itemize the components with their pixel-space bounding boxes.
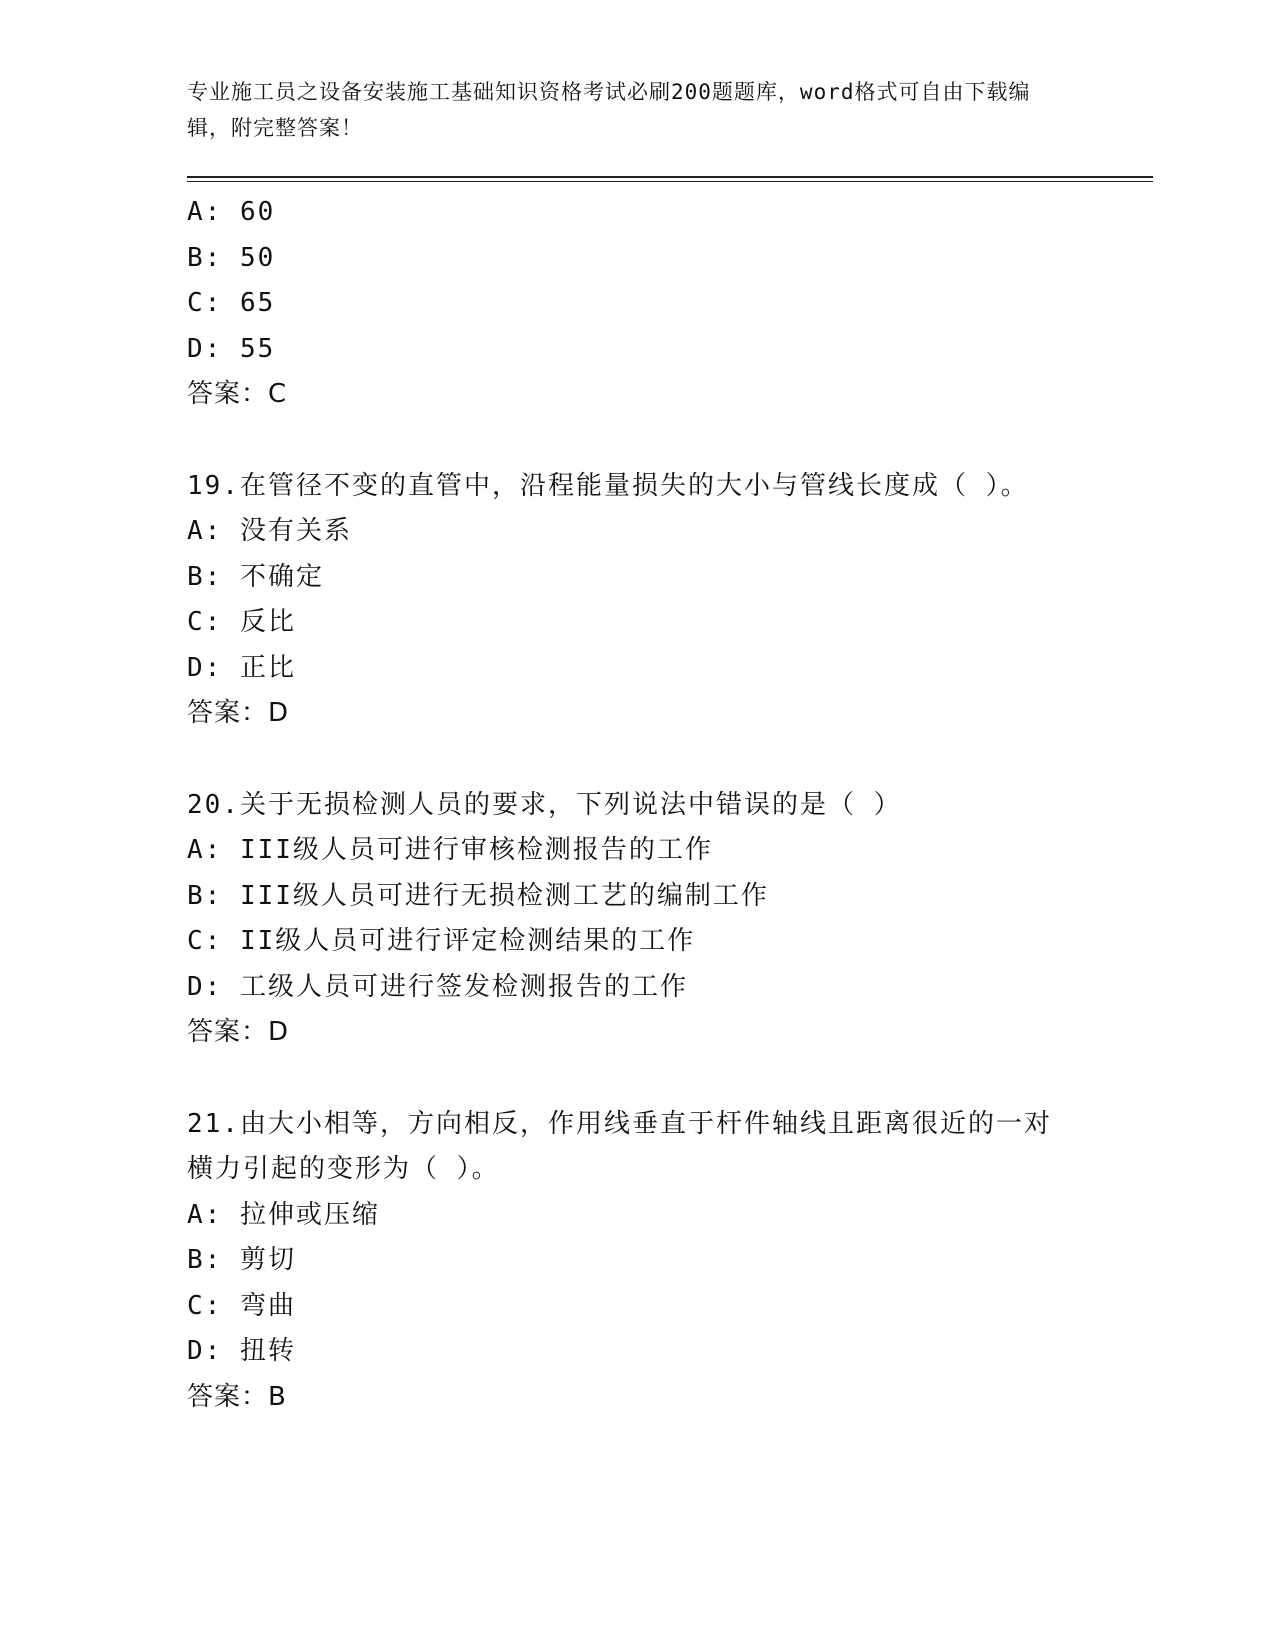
spacer (187, 737, 1087, 783)
question-list (187, 190, 1087, 1420)
option-b: B: 50 (187, 242, 276, 273)
option-c: C: II级人员可进行评定检测结果的工作 (187, 926, 696, 956)
option-d: D: 55 (187, 333, 276, 364)
answer-line: 答案：B (187, 1381, 287, 1412)
question-block-18 (187, 190, 1087, 418)
answer-line: 答案：C (187, 379, 288, 409)
question-text: 21.由大小相等，方向相反，作用线垂直于杆件轴线且距离很近的一对横力引起的变形为（ ）。 (187, 1108, 1052, 1184)
header-divider-thin (187, 181, 1153, 182)
option-a: A: III级人员可进行审核检测报告的工作 (187, 835, 713, 865)
option-c: C: 弯曲 (187, 1290, 296, 1321)
answer-line: 答案：D (187, 698, 290, 728)
spacer (187, 1056, 1087, 1102)
answer-line: 答案：D (187, 1017, 290, 1047)
option-b: B: 剪切 (187, 1245, 296, 1275)
option-b: B: III级人员可进行无损检测工艺的编制工作 (187, 880, 769, 911)
option-c: C: 65 (187, 288, 276, 318)
option-d: D: 扭转 (187, 1336, 296, 1366)
option-d: D: 正比 (187, 652, 296, 683)
question-block-20 (187, 783, 1087, 1056)
option-a: A: 没有关系 (187, 516, 352, 546)
question-block-19 (187, 464, 1087, 737)
question-text: 20.关于无损检测人员的要求，下列说法中错误的是（ ） (187, 789, 902, 820)
option-d: D: 工级人员可进行签发检测报告的工作 (187, 971, 688, 1002)
option-c: C: 反比 (187, 607, 296, 637)
option-a: A: 60 (187, 197, 276, 227)
document-header: 专业施工员之设备安装施工基础知识资格考试必刷200题题库，word格式可自由下载编辑，附完整答案！ (187, 80, 1031, 140)
option-b: B: 不确定 (187, 561, 324, 592)
option-a: A: 拉伸或压缩 (187, 1199, 380, 1230)
question-text: 19.在管径不变的直管中，沿程能量损失的大小与管线长度成（ ）。 (187, 470, 1029, 501)
header-divider-thick (187, 176, 1153, 178)
question-block-21 (187, 1102, 1087, 1421)
spacer (187, 418, 1087, 464)
